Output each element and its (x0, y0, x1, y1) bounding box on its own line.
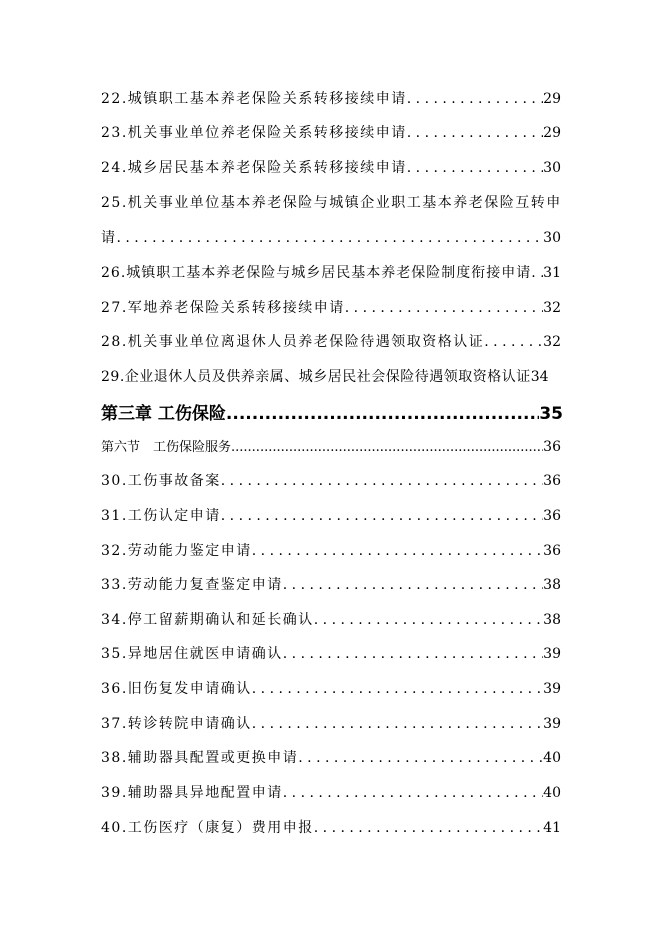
toc-entry-title: 31.工伤认定申请 (101, 508, 221, 524)
toc-entry-page: 30 (543, 160, 561, 176)
toc-entry-page: 31 (543, 265, 561, 281)
dot-leader (231, 440, 543, 455)
dot-leader (314, 820, 543, 836)
toc-entry-25-line1[interactable] (101, 192, 561, 212)
toc-entry-page: 35 (539, 404, 563, 424)
dot-leader (484, 334, 543, 350)
section-title: 第六节 工伤保险服务 (101, 440, 232, 455)
toc-entry-title: 22.城镇职工基本养老保险关系转移接续申请 (101, 91, 407, 107)
toc-entry-page: 30 (543, 230, 561, 246)
toc-entry-title: 35.异地居住就医申请确认 (101, 646, 283, 662)
toc-entry-page: 39 (543, 716, 561, 732)
toc-entry-page: 36 (543, 543, 561, 559)
toc-entry-title: 30.工伤事故备案 (101, 473, 221, 489)
dot-leader (283, 785, 543, 801)
toc-entry-title: 24.城乡居民基本养老保险关系转移接续申请 (101, 160, 407, 176)
toc-entry-title: 39.辅助器具异地配置申请 (101, 785, 283, 801)
toc-entry-title: 28.机关事业单位离退休人员养老保险待遇领取资格认证 (101, 334, 485, 350)
toc-entry-31[interactable] (101, 505, 561, 525)
toc-entry-22[interactable] (101, 88, 561, 108)
toc-entry-title-continued: 请 (101, 230, 117, 246)
dot-leader (283, 646, 543, 662)
toc-entry-27[interactable] (101, 297, 561, 317)
toc-entry-25-line2[interactable] (101, 227, 561, 247)
toc-entry-title: 29.企业退休人员及供养亲属、城乡居民社会保险待遇领取资格认证 (101, 369, 531, 385)
toc-entry-38[interactable] (101, 747, 561, 767)
toc-entry-page: 29 (543, 91, 561, 107)
toc-entry-page: 36 (543, 473, 561, 489)
toc-entry-title: 25.机关事业单位基本养老保险与城镇企业职工基本养老保险互转申 (101, 195, 562, 211)
dot-leader (283, 577, 543, 593)
toc-entry-page: 39 (543, 681, 561, 697)
toc-entry-page: 36 (543, 439, 561, 455)
toc-entry-36[interactable] (101, 678, 561, 698)
toc-entry-34[interactable] (101, 609, 561, 629)
toc-entry-title: 33.劳动能力复查鉴定申请 (101, 577, 283, 593)
toc-entry-24[interactable] (101, 157, 561, 177)
toc-entry-28[interactable] (101, 331, 561, 351)
toc-entry-title: 27.军地养老保险关系转移接续申请 (101, 300, 345, 316)
toc-entry-page: 32 (543, 300, 561, 316)
dot-leader (298, 750, 543, 766)
toc-entry-title: 23.机关事业单位养老保险关系转移接续申请 (101, 125, 407, 141)
toc-entry-title: 36.旧伤复发申请确认 (101, 681, 252, 697)
dot-leader (314, 612, 543, 628)
dot-leader (252, 716, 543, 732)
toc-entry-26[interactable] (101, 262, 561, 282)
toc-entry-title: 26.城镇职工基本养老保险与城乡居民基本养老保险制度衔接申请 (101, 265, 532, 281)
dot-leader (345, 300, 543, 316)
toc-entry-title: 40.工伤医疗（康复）费用申报 (101, 820, 314, 836)
toc-entry-page: 38 (543, 577, 561, 593)
toc-entry-title: 32.劳动能力鉴定申请 (101, 543, 252, 559)
chapter-title: 第三章 工伤保险 (101, 404, 226, 424)
toc-entry-title: 38.辅助器具配置或更换申请 (101, 750, 299, 766)
toc-section-6[interactable] (101, 436, 561, 455)
toc-entry-page: 40 (543, 785, 561, 801)
dot-leader (407, 125, 543, 141)
toc-entry-37[interactable] (101, 713, 561, 733)
toc-chapter-3[interactable] (101, 399, 563, 424)
toc-entry-title: 37.转诊转院申请确认 (101, 716, 252, 732)
toc-entry-page: 34 (530, 369, 549, 385)
dot-leader (221, 473, 543, 489)
toc-entry-39[interactable] (101, 782, 561, 802)
toc-entry-page: 29 (543, 125, 561, 141)
toc-entry-35[interactable] (101, 643, 561, 663)
toc-entry-page: 39 (543, 646, 561, 662)
toc-entry-30[interactable] (101, 470, 561, 490)
toc-entry-23[interactable] (101, 122, 561, 142)
toc-entry-page: 36 (543, 508, 561, 524)
dot-leader (252, 543, 543, 559)
toc-entry-page: 41 (543, 820, 561, 836)
dot-leader (252, 681, 543, 697)
dot-leader (531, 265, 543, 281)
dot-leader (117, 230, 544, 246)
toc-entry-page: 40 (543, 750, 561, 766)
toc-entry-33[interactable] (101, 574, 561, 594)
dot-leader (221, 508, 543, 524)
toc-entry-40[interactable] (101, 817, 561, 837)
dot-leader (407, 91, 543, 107)
toc-entry-page: 38 (543, 612, 561, 628)
toc-entry-32[interactable] (101, 540, 561, 560)
toc-entry-title: 34.停工留薪期确认和延长确认 (101, 612, 314, 628)
toc-entry-29[interactable] (101, 366, 581, 386)
toc-entry-page: 32 (543, 334, 561, 350)
dot-leader (226, 404, 539, 424)
dot-leader (407, 160, 543, 176)
